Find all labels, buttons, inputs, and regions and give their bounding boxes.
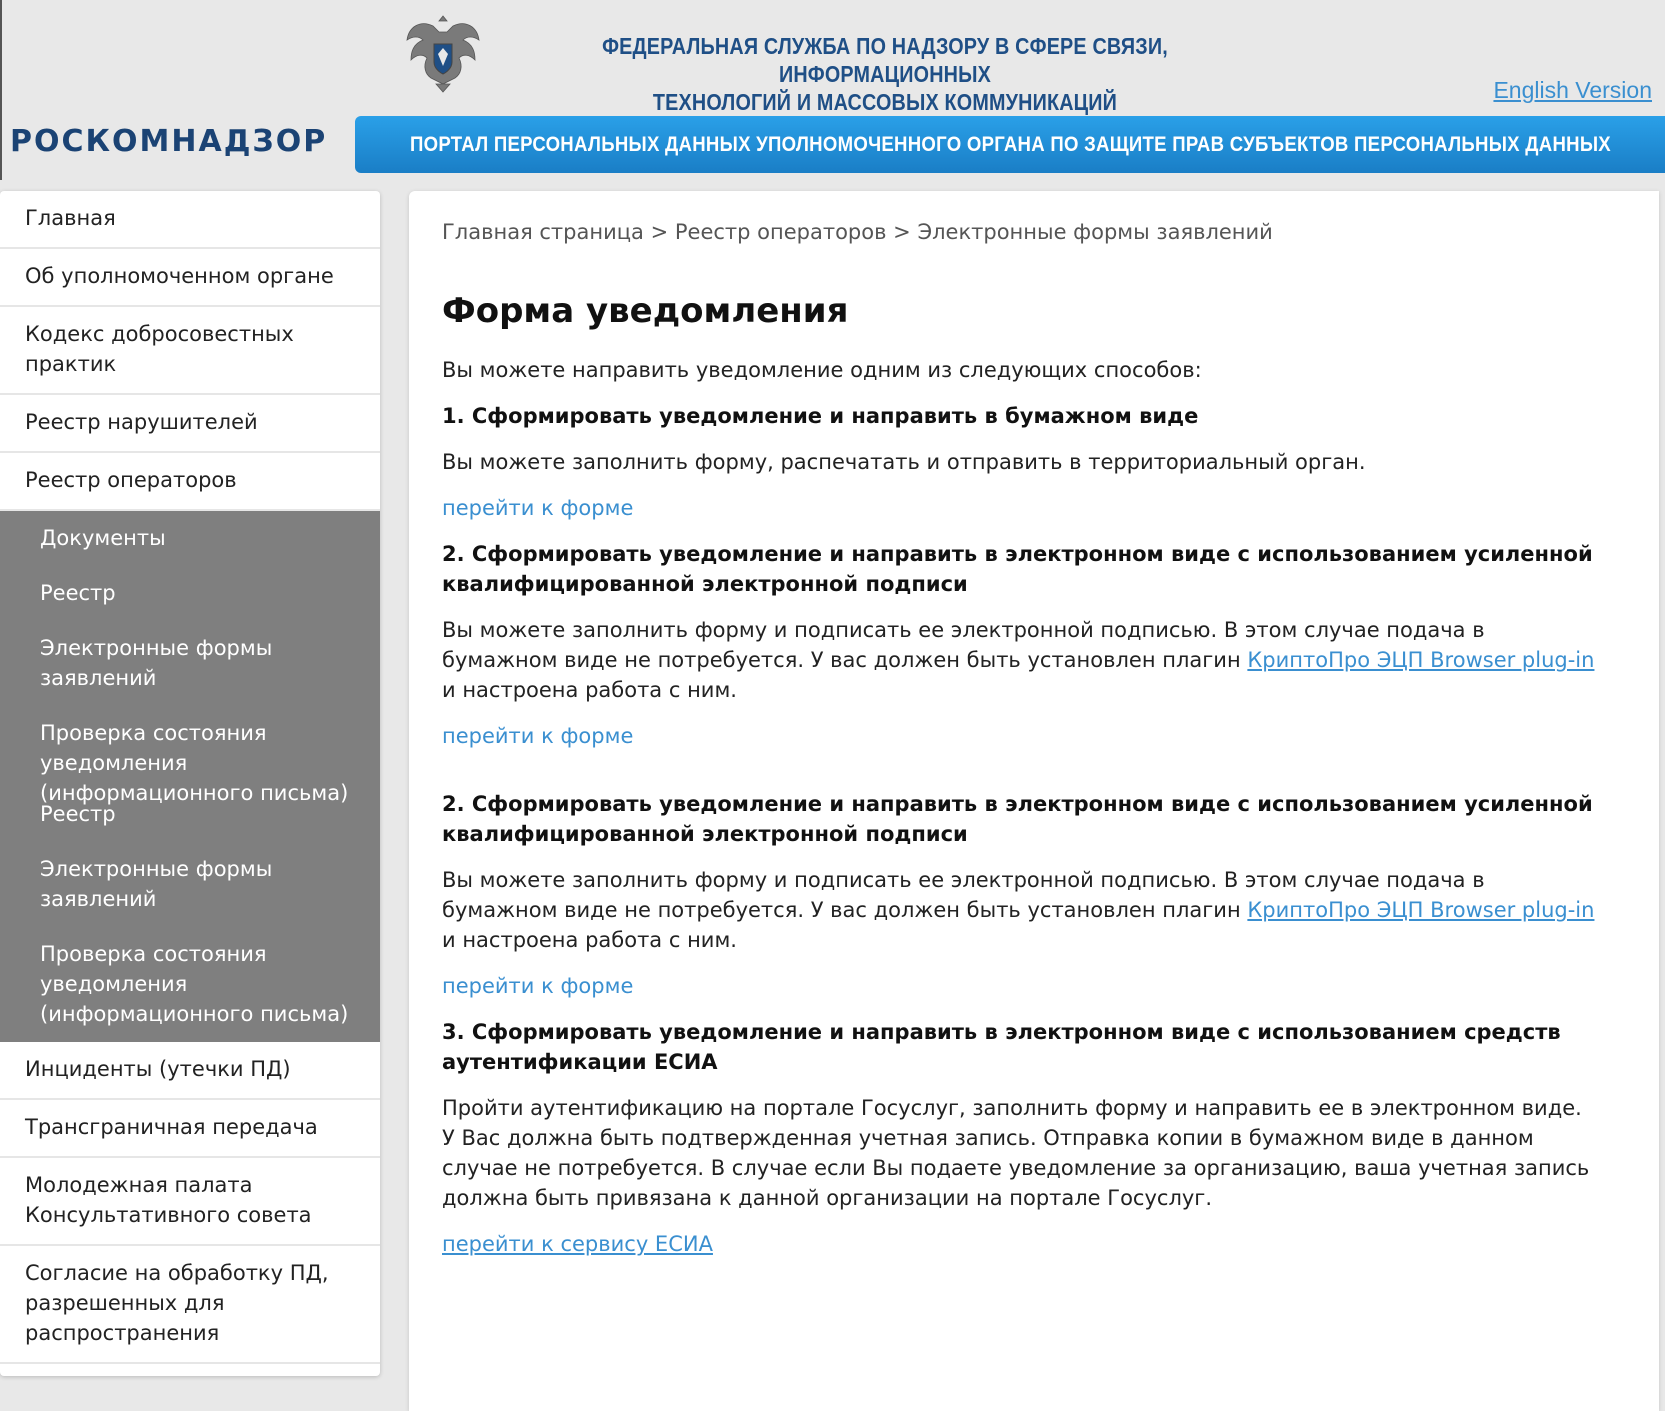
sidebar-item-violators-registry[interactable]: Реестр нарушителей: [0, 395, 380, 453]
main-content: [409, 191, 1659, 1411]
coat-of-arms-icon: [403, 10, 483, 96]
submenu-item-documents[interactable]: Документы: [40, 526, 166, 550]
step2b-text: [442, 865, 1599, 955]
portal-banner-text: ПОРТАЛ ПЕРСОНАЛЬНЫХ ДАННЫХ УПОЛНОМОЧЕННОГО ОРГАНА ПО ЗАЩИТЕ ПРАВ СУБЪЕКТОВ ПЕРСОНАЛЬНЫХ ДАННЫХ: [410, 132, 1611, 156]
sidebar-item-home[interactable]: Главная: [0, 191, 380, 249]
step2b-text-before: Вы можете заполнить форму и подписать ее электронной подписью. В этом случае подача в бумажном виде не потребуется. У вас должен быть установлен плагин: [442, 868, 1485, 922]
submenu-item-registry[interactable]: Реестр: [40, 581, 116, 605]
sidebar-item-youth-chamber[interactable]: Молодежная палата Консультативного совета: [0, 1158, 380, 1246]
intro-text: Вы можете направить уведомление одним из следующих способов:: [442, 358, 1202, 382]
breadcrumb: [442, 217, 1599, 247]
esia-service-link[interactable]: перейти к сервису ЕСИА: [442, 1232, 713, 1256]
submenu-item-electronic-forms[interactable]: Электронные формы заявлений: [40, 636, 273, 690]
breadcrumb-separator: >: [886, 220, 918, 244]
breadcrumb-operators-registry[interactable]: Реестр операторов: [674, 220, 887, 244]
sidebar-item-operators-registry[interactable]: Реестр операторов: [0, 453, 380, 511]
step1-title: 1. Сформировать уведомление и направить в бумажном виде: [442, 404, 1199, 428]
brand-logo[interactable]: РОСКОМНАДЗОР: [10, 124, 328, 159]
step2b-text-after: и настроена работа с ним.: [442, 928, 737, 952]
section-gap: [442, 751, 1599, 773]
english-version-link[interactable]: English Version: [1493, 77, 1652, 103]
step2-text-before: Вы можете заполнить форму и подписать ее электронной подписью. В этом случае подача в бумажном виде не потребуется. У вас должен быть установлен плагин: [442, 618, 1485, 672]
step2b-form-link[interactable]: перейти к форме: [442, 974, 634, 998]
cryptopro-plugin-link[interactable]: КриптоПро ЭЦП Browser plug-in: [1247, 898, 1595, 922]
step2-form-link[interactable]: перейти к форме: [442, 724, 634, 748]
left-edge-line: [0, 0, 2, 180]
portal-banner: [355, 116, 1665, 173]
step1-text: Вы можете заполнить форму, распечатать и отправить в территориальный орган.: [442, 450, 1366, 474]
submenu-item-registry[interactable]: Реестр: [40, 802, 116, 826]
step2-title: 2. Сформировать уведомление и направить в электронном виде с использованием усиленной квалифицированной электронной подписи: [442, 542, 1593, 596]
sidebar-item-cross-border[interactable]: Трансграничная передача: [0, 1100, 380, 1158]
sidebar-item-about[interactable]: Об уполномоченном органе: [0, 249, 380, 307]
page-title: Форма уведомления: [442, 291, 849, 331]
step1-form-link[interactable]: перейти к форме: [442, 496, 634, 520]
submenu-item-electronic-forms[interactable]: Электронные формы заявлений: [40, 857, 273, 911]
breadcrumb-current: Электронные формы заявлений: [917, 220, 1273, 244]
step2-text-after: и настроена работа с ним.: [442, 678, 737, 702]
submenu-item-notification-status[interactable]: Проверка состояния уведомления (информационного письма): [40, 721, 349, 805]
step2b-title: 2. Сформировать уведомление и направить в электронном виде с использованием усиленной квалифицированной электронной подписи: [442, 792, 1593, 846]
step2-text: [442, 615, 1599, 705]
sidebar-item-consent[interactable]: Согласие на обработку ПД, разрешенных для распространения: [0, 1246, 380, 1364]
step3-title: 3. Сформировать уведомление и направить в электронном виде с использованием средств аутентификации ЕСИА: [442, 1020, 1561, 1074]
sidebar-menu: [0, 191, 380, 1376]
breadcrumb-separator: >: [643, 220, 675, 244]
sidebar-item-code-of-practice[interactable]: Кодекс добросовестных практик: [0, 307, 380, 395]
cryptopro-plugin-link[interactable]: КриптоПро ЭЦП Browser plug-in: [1247, 648, 1595, 672]
step3-text: Пройти аутентификацию на портале Госуслуг, заполнить форму и направить ее в электронном виде. У Вас должна быть подтвержденная учетная запись. Отправка копии в бумажном виде в данном случае не потребуется. В случае если Вы подаете уведомление за организацию, ваша учетная запись должна быть привязана к данной организации на портале Госуслуг.: [442, 1096, 1590, 1210]
submenu-operators: [0, 511, 380, 805]
submenu-item-notification-status[interactable]: Проверка состояния уведомления (информационного письма): [40, 942, 349, 1026]
site-header: [0, 0, 1650, 180]
submenu-operators-repeat: [0, 787, 380, 1042]
agency-name: [528, 32, 1242, 116]
agency-line-1: ФЕДЕРАЛЬНАЯ СЛУЖБА ПО НАДЗОРУ В СФЕРЕ СВЯЗИ, ИНФОРМАЦИОННЫХ: [602, 33, 1168, 87]
breadcrumb-home[interactable]: Главная страница: [442, 220, 644, 244]
sidebar-item-incidents[interactable]: Инциденты (утечки ПД): [0, 1042, 380, 1100]
agency-line-2: ТЕХНОЛОГИЙ И МАССОВЫХ КОММУНИКАЦИЙ: [652, 89, 1118, 115]
